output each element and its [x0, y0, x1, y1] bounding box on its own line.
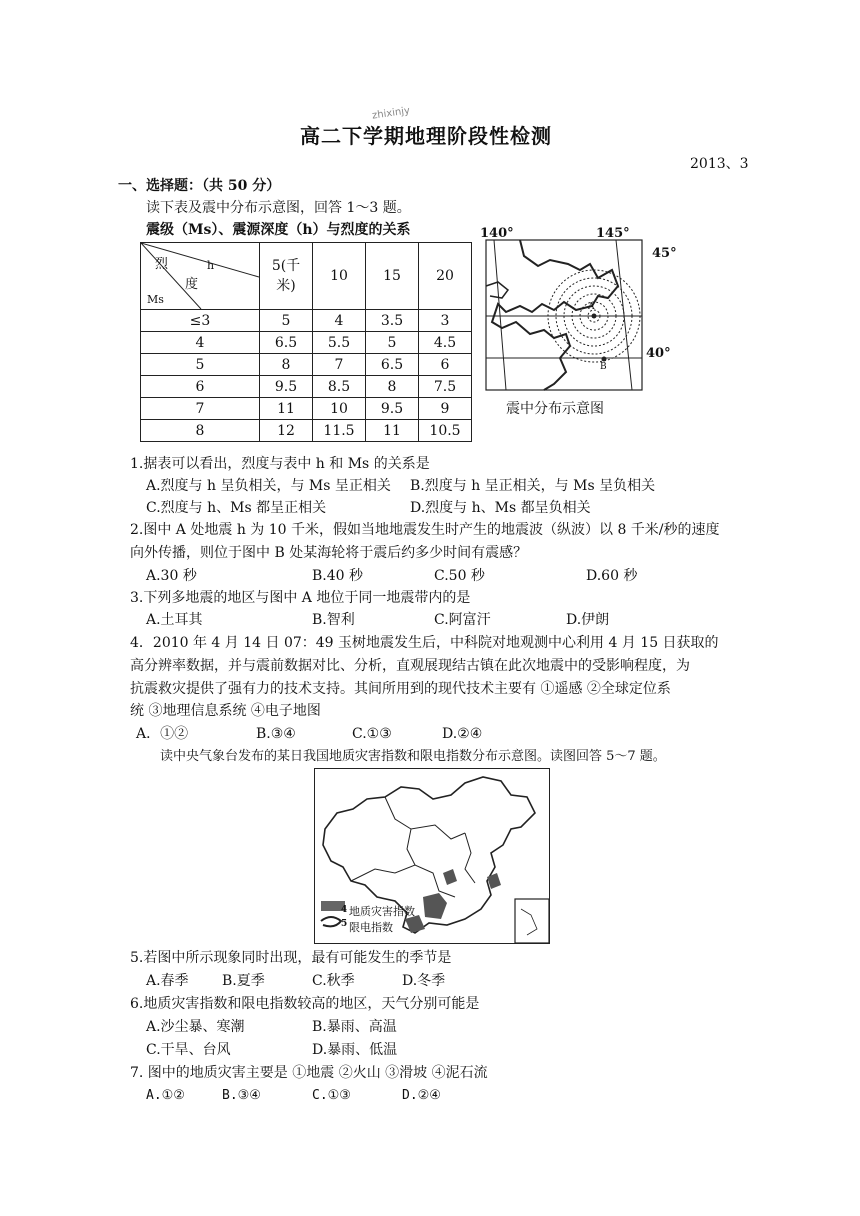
table-cell: 4.5 — [419, 332, 472, 354]
table-cell: 11 — [366, 420, 419, 442]
q6-option-a: A.沙尘暴、寒潮 — [146, 1019, 245, 1035]
legend-power-number: 5 — [341, 919, 348, 929]
q4-option-d: D.②④ — [442, 726, 483, 742]
corner-cell — [141, 243, 260, 310]
q3-option-b: B.智利 — [312, 612, 355, 628]
table-cell: 8 — [366, 376, 419, 398]
table-cell: 8 — [141, 420, 260, 442]
reading-intro-2: 读中央气象台发布的某日我国地质灾害指数和限电指数分布示意图。读图回答 5～7 题。 — [160, 749, 666, 764]
corner-h: h — [207, 259, 215, 272]
col-header-5km-line2: 米) — [276, 278, 296, 294]
table-cell: 5.5 — [313, 332, 366, 354]
q7-option-a: A.①② — [146, 1088, 185, 1103]
question-4-line3: 抗震救灾提供了强有力的技术支持。其间所用到的现代技术主要有 ①遥感 ②全球定位系 — [130, 681, 671, 697]
q1-option-d: D.烈度与 h、Ms 都呈负相关 — [410, 500, 591, 516]
table-cell: 9.5 — [366, 398, 419, 420]
q5-option-c: C.秋季 — [312, 973, 355, 989]
table-cell: 3 — [419, 310, 472, 332]
q5-option-d: D.冬季 — [402, 973, 446, 989]
lon-label-140: 140° — [480, 226, 514, 241]
question-3: 3.下列多地震的地区与图中 A 地位于同一地震带内的是 — [130, 590, 471, 606]
q1-option-a: A.烈度与 h 呈负相关，与 Ms 呈正相关 — [146, 478, 391, 494]
table-cell: 6.5 — [260, 332, 313, 354]
table-cell: 11.5 — [313, 420, 366, 442]
table-row — [141, 332, 472, 354]
q1-option-b: B.烈度与 h 呈正相关，与 Ms 呈负相关 — [410, 478, 656, 494]
table-cell: 7.5 — [419, 376, 472, 398]
col-header-5km-line1: 5(千 — [271, 258, 301, 274]
lat-label-40: 40° — [646, 346, 671, 361]
q2-option-d: D.60 秒 — [586, 568, 638, 584]
table-cell: 3.5 — [366, 310, 419, 332]
table-cell: 5 — [366, 332, 419, 354]
table-cell: 7 — [313, 354, 366, 376]
q7-option-c: C.①③ — [312, 1088, 351, 1103]
table-caption: 震级（Ms）、震源深度（h）与烈度的关系 — [146, 222, 411, 238]
q2-option-a: A.30 秒 — [146, 568, 197, 584]
table-row — [141, 420, 472, 442]
watermark: zhixinjy — [371, 105, 411, 122]
question-6: 6.地质灾害指数和限电指数较高的地区，天气分别可能是 — [130, 996, 480, 1012]
point-a-label: A — [588, 302, 595, 312]
question-4-line4: 统 ③地理信息系统 ④电子地图 — [130, 703, 321, 719]
q7-option-b: B.③④ — [222, 1088, 261, 1103]
point-b-label: B — [600, 362, 607, 372]
question-4-line1: 4．2010 年 4 月 14 日 07：49 玉树地震发生后，中科院对地观测中心利用 4 月 15 日获取的 — [130, 635, 719, 651]
table-row — [141, 376, 472, 398]
table-cell: ≤3 — [141, 310, 260, 332]
table-row — [141, 310, 472, 332]
q5-option-a: A.春季 — [146, 973, 189, 989]
q2-option-b: B.40 秒 — [312, 568, 364, 584]
table-row — [141, 354, 472, 376]
question-1: 1.据表可以看出，烈度与表中 h 和 Ms 的关系是 — [130, 456, 430, 472]
epicenter-map — [480, 226, 677, 426]
table-cell: 6 — [141, 376, 260, 398]
china-disaster-map — [314, 768, 550, 944]
table-cell: 6.5 — [366, 354, 419, 376]
table-cell: 9.5 — [260, 376, 313, 398]
section-heading: 一、选择题：（共 50 分） — [118, 178, 281, 194]
legend-power-label: 限电指数 — [349, 921, 393, 934]
page-title: 高二下学期地理阶段性检测 — [300, 124, 552, 148]
q4-option-b: B.③④ — [256, 726, 296, 742]
lat-label-45: 45° — [652, 246, 677, 261]
legend-geo-label: 地质灾害指数 — [349, 905, 415, 918]
table-cell: 11 — [260, 398, 313, 420]
map-caption: 震中分布示意图 — [506, 401, 604, 417]
q3-option-d: D.伊朗 — [566, 612, 610, 628]
table-cell: 5 — [260, 310, 313, 332]
table-cell: 10 — [313, 398, 366, 420]
table-cell: 9 — [419, 398, 472, 420]
q1-option-c: C.烈度与 h、Ms 都呈正相关 — [146, 500, 327, 516]
corner-du: 度 — [185, 277, 199, 292]
col-header-5km — [260, 243, 313, 310]
q2-option-c: C.50 秒 — [434, 568, 485, 584]
question-4-line2: 高分辨率数据，并与震前数据对比、分析，直观展现结古镇在此次地震中的受影响程度，为 — [130, 658, 690, 674]
exam-date: 2013、3 — [690, 156, 749, 172]
table-header-row — [141, 243, 472, 310]
table-cell: 7 — [141, 398, 260, 420]
corner-ms: Ms — [147, 293, 164, 306]
q4-option-a: A．①② — [136, 726, 189, 742]
table-cell: 4 — [141, 332, 260, 354]
q5-option-b: B.夏季 — [222, 973, 265, 989]
reading-intro-1: 读下表及震中分布示意图，回答 1～3 题。 — [146, 200, 411, 216]
col-header: 20 — [419, 243, 472, 310]
table-cell: 8 — [260, 354, 313, 376]
q6-option-d: D.暴雨、低温 — [312, 1042, 398, 1058]
col-header: 10 — [313, 243, 366, 310]
question-5: 5.若图中所示现象同时出现，最有可能发生的季节是 — [130, 950, 452, 966]
q7-option-d: D.②④ — [402, 1088, 441, 1103]
q6-option-b: B.暴雨、高温 — [312, 1019, 397, 1035]
table-cell: 6 — [419, 354, 472, 376]
table-cell: 5 — [141, 354, 260, 376]
q3-option-a: A.土耳其 — [146, 612, 203, 628]
question-2-line2: 向外传播，则位于图中 B 处某海轮将于震后约多少时间有震感？ — [130, 545, 528, 561]
corner-lie: 烈 — [155, 257, 169, 272]
table-cell: 4 — [313, 310, 366, 332]
table-cell: 8.5 — [313, 376, 366, 398]
legend-geo-number: 4 — [341, 905, 348, 915]
table-row — [141, 398, 472, 420]
question-7: 7. 图中的地质灾害主要是 ①地震 ②火山 ③滑坡 ④泥石流 — [130, 1065, 488, 1081]
question-2-line1: 2.图中 A 处地震 h 为 10 千米，假如当地地震发生时产生的地震波（纵波）以 8 千米/秒的速度 — [130, 522, 720, 538]
lon-label-145: 145° — [596, 226, 630, 241]
q3-option-c: C.阿富汗 — [434, 612, 491, 628]
intensity-table — [140, 242, 472, 442]
q6-option-c: C.干旱、台风 — [146, 1042, 231, 1058]
q4-option-c: C.①③ — [352, 726, 392, 742]
epicenter-map-graphic — [480, 226, 650, 401]
table-cell: 12 — [260, 420, 313, 442]
table-cell: 10.5 — [419, 420, 472, 442]
col-header: 15 — [366, 243, 419, 310]
